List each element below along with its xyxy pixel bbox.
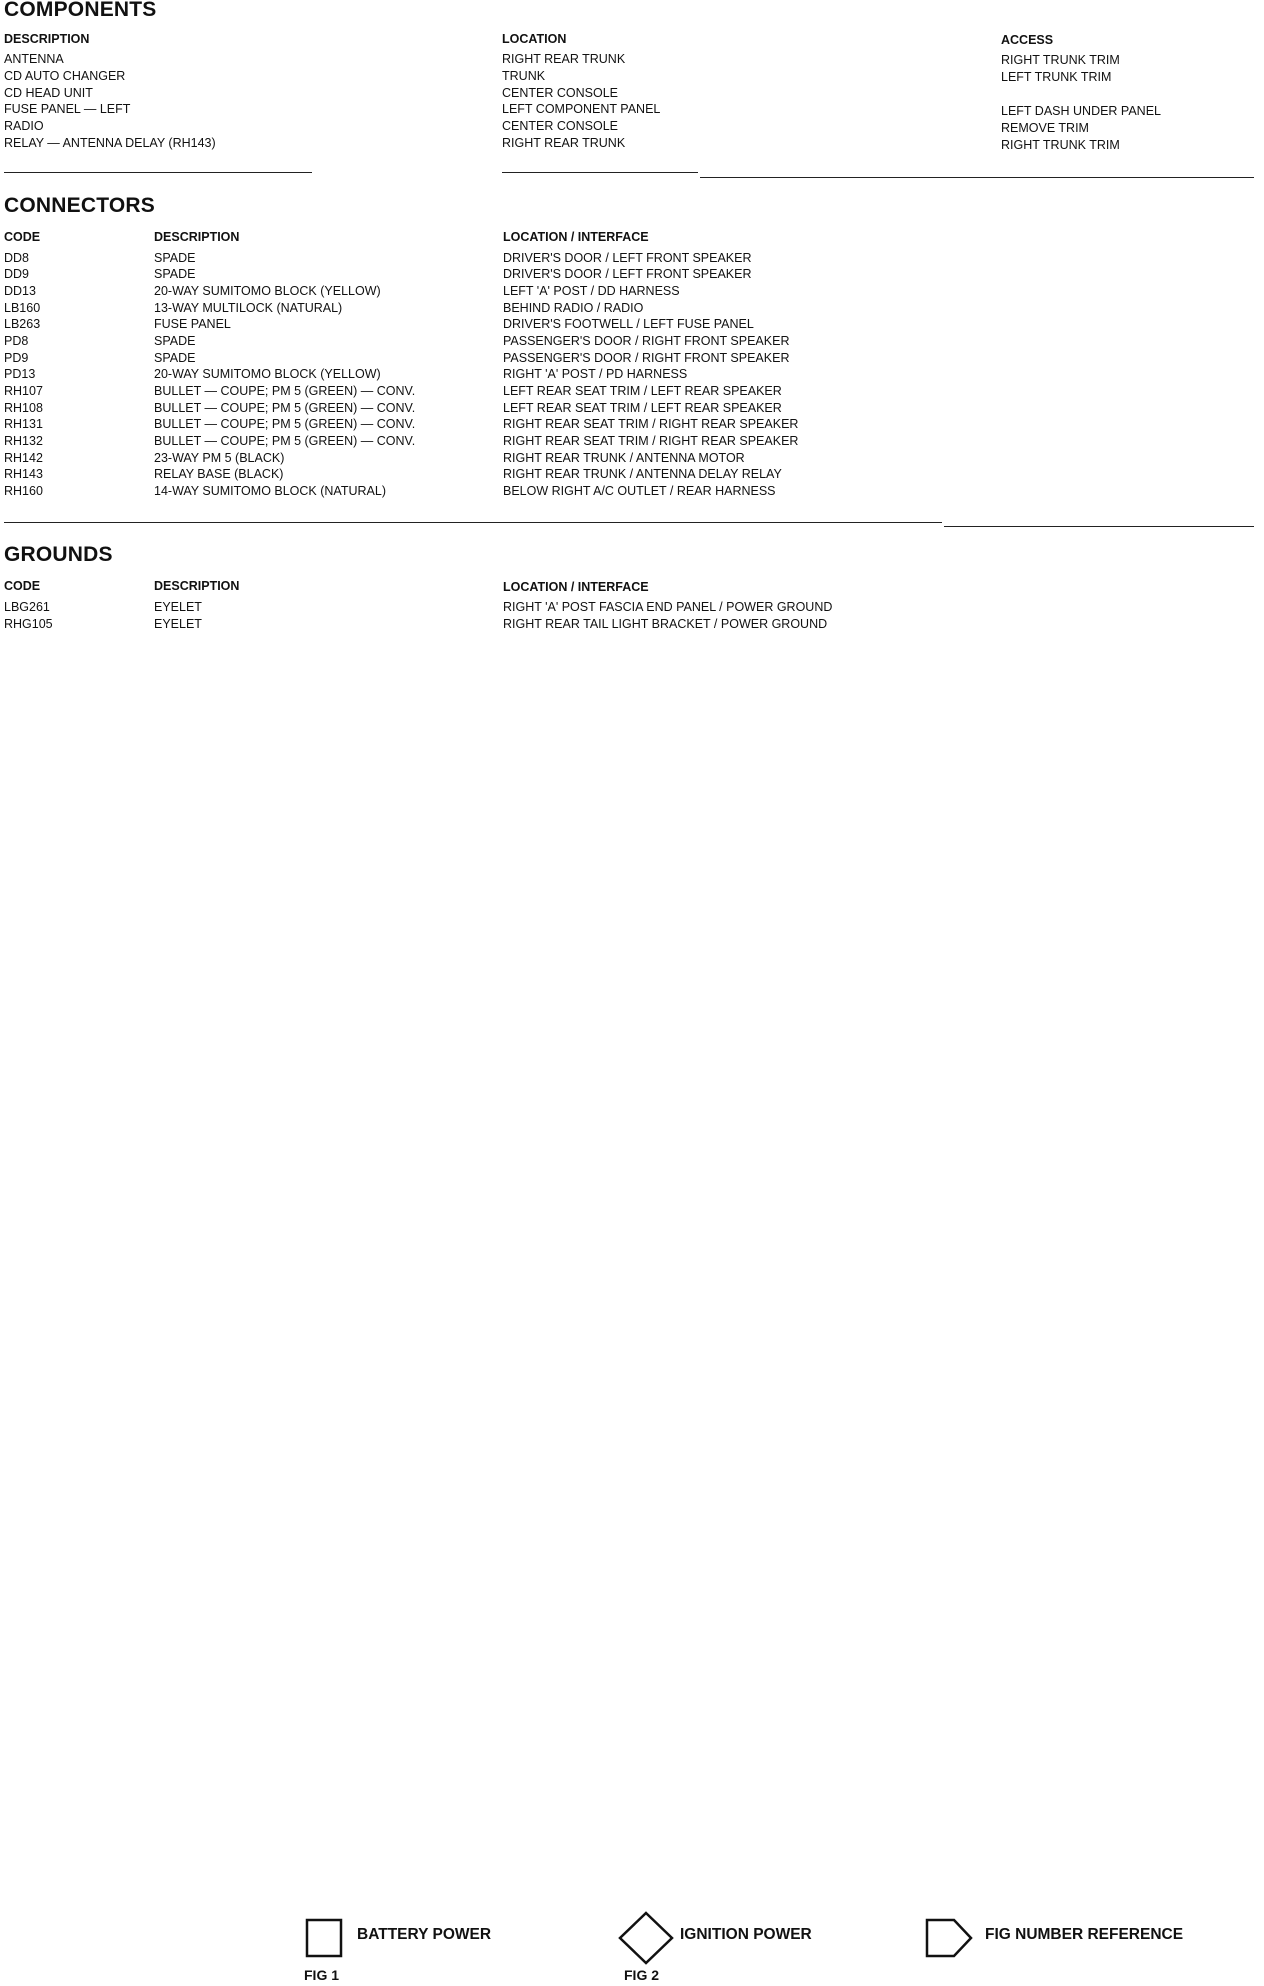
legend-label: FIG NUMBER REFERENCE [985,1926,1184,1943]
connector-location: RIGHT REAR SEAT TRIM / RIGHT REAR SPEAKER [503,417,799,431]
connector-description: SPADE [154,267,196,281]
section-divider [502,172,698,173]
fig-label: FIG 2 [624,1967,660,1983]
components-row [0,68,1264,85]
connectors-row [0,283,1264,300]
component-location: CENTER CONSOLE [502,86,618,100]
ground-location: RIGHT 'A' POST FASCIA END PANEL / POWER GROUND [503,600,833,614]
component-access: RIGHT TRUNK TRIM [1001,53,1120,67]
connector-description: BULLET — COUPE; PM 5 (GREEN) — CONV. [154,434,416,448]
connector-code: RH143 [4,467,43,481]
connectors-header-location: LOCATION / INTERFACE [503,230,649,244]
square-icon [304,1917,344,1959]
grounds-header-location: LOCATION / INTERFACE [503,580,649,594]
connector-location: PASSENGER'S DOOR / RIGHT FRONT SPEAKER [503,334,790,348]
component-description: CD HEAD UNIT [4,86,93,100]
connectors-row [0,483,1264,500]
connectors-row [0,416,1264,433]
connector-location: RIGHT REAR SEAT TRIM / RIGHT REAR SPEAKER [503,434,799,448]
section-divider [4,522,942,523]
connectors-row [0,250,1264,267]
ground-location: RIGHT REAR TAIL LIGHT BRACKET / POWER GROUND [503,617,828,631]
connector-description: BULLET — COUPE; PM 5 (GREEN) — CONV. [154,417,416,431]
section-divider [700,177,1254,178]
ground-code: LBG261 [4,600,50,614]
connector-location: LEFT 'A' POST / DD HARNESS [503,284,680,298]
connector-location: DRIVER'S DOOR / LEFT FRONT SPEAKER [503,251,752,265]
grounds-header-description: DESCRIPTION [154,579,240,593]
connector-description: 20-WAY SUMITOMO BLOCK (YELLOW) [154,367,381,381]
diamond-icon [617,1910,675,1966]
component-location: RIGHT REAR TRUNK [502,136,626,150]
component-location: RIGHT REAR TRUNK [502,52,626,66]
legend-label: IGNITION POWER [680,1926,812,1943]
components-row [0,85,1264,102]
connector-code: DD9 [4,267,30,281]
grounds-row [0,616,1264,633]
connector-description: BULLET — COUPE; PM 5 (GREEN) — CONV. [154,401,416,415]
connector-code: RH107 [4,384,43,398]
connectors-row [0,466,1264,483]
component-location: TRUNK [502,69,546,83]
connector-description: 14-WAY SUMITOMO BLOCK (NATURAL) [154,484,386,498]
connector-description: BULLET — COUPE; PM 5 (GREEN) — CONV. [154,384,416,398]
components-header-description: DESCRIPTION [4,32,90,46]
component-description: ANTENNA [4,52,64,66]
connector-description: 20-WAY SUMITOMO BLOCK (YELLOW) [154,284,381,298]
components-row [0,118,1264,135]
connectors-header-code: CODE [4,230,41,244]
connectors-row [0,383,1264,400]
connector-location: RIGHT REAR TRUNK / ANTENNA DELAY RELAY [503,467,782,481]
connectors-row [0,316,1264,333]
component-description: FUSE PANEL — LEFT [4,102,131,116]
ground-description: EYELET [154,617,202,631]
component-location: CENTER CONSOLE [502,119,618,133]
components-header-access: ACCESS [1001,33,1054,47]
connector-location: RIGHT 'A' POST / PD HARNESS [503,367,688,381]
connector-code: RH108 [4,401,43,415]
component-access: LEFT TRUNK TRIM [1001,70,1112,84]
legend-label: BATTERY POWER [357,1926,492,1943]
fig-label: FIG 1 [304,1967,340,1983]
components-title: COMPONENTS [4,0,157,21]
connector-location: DRIVER'S DOOR / LEFT FRONT SPEAKER [503,267,752,281]
components-row [0,101,1264,118]
connector-code: LB263 [4,317,41,331]
connector-code: RH160 [4,484,43,498]
grounds-header-code: CODE [4,579,41,593]
grounds-title: GROUNDS [4,543,113,566]
connector-location: LEFT REAR SEAT TRIM / LEFT REAR SPEAKER [503,384,782,398]
ground-description: EYELET [154,600,202,614]
connectors-row [0,350,1264,367]
connectors-row [0,366,1264,383]
component-description: CD AUTO CHANGER [4,69,126,83]
component-access: RIGHT TRUNK TRIM [1001,138,1120,152]
connectors-row [0,266,1264,283]
connector-description: SPADE [154,351,196,365]
connectors-title: CONNECTORS [4,194,155,217]
connector-location: DRIVER'S FOOTWELL / LEFT FUSE PANEL [503,317,754,331]
connector-code: LB160 [4,301,41,315]
components-row [0,51,1264,68]
connector-location: LEFT REAR SEAT TRIM / LEFT REAR SPEAKER [503,401,782,415]
component-access: LEFT DASH UNDER PANEL [1001,104,1161,118]
connector-code: PD8 [4,334,29,348]
connector-code: RH142 [4,451,43,465]
component-description: RADIO [4,119,44,133]
connector-description: 23-WAY PM 5 (BLACK) [154,451,285,465]
connector-location: BEHIND RADIO / RADIO [503,301,644,315]
connector-code: DD8 [4,251,30,265]
connectors-row [0,433,1264,450]
connector-code: RH132 [4,434,43,448]
connector-description: SPADE [154,251,196,265]
connector-code: RH131 [4,417,43,431]
connector-location: PASSENGER'S DOOR / RIGHT FRONT SPEAKER [503,351,790,365]
connector-location: BELOW RIGHT A/C OUTLET / REAR HARNESS [503,484,776,498]
components-header-location: LOCATION [502,32,567,46]
connector-description: RELAY BASE (BLACK) [154,467,284,481]
pentagon-arrow-icon [924,1917,974,1959]
connectors-row [0,400,1264,417]
connectors-row [0,333,1264,350]
connector-description: SPADE [154,334,196,348]
connector-code: PD13 [4,367,36,381]
connectors-header-description: DESCRIPTION [154,230,240,244]
connector-description: FUSE PANEL [154,317,231,331]
connector-description: 13-WAY MULTILOCK (NATURAL) [154,301,343,315]
grounds-row [0,599,1264,616]
component-location: LEFT COMPONENT PANEL [502,102,661,116]
section-divider [944,526,1254,527]
connectors-row [0,300,1264,317]
connector-location: RIGHT REAR TRUNK / ANTENNA MOTOR [503,451,745,465]
component-access: REMOVE TRIM [1001,121,1089,135]
connectors-row [0,450,1264,467]
component-description: RELAY — ANTENNA DELAY (RH143) [4,136,216,150]
connector-code: PD9 [4,351,29,365]
components-row [0,135,1264,152]
ground-code: RHG105 [4,617,53,631]
section-divider [4,172,312,173]
connector-code: DD13 [4,284,36,298]
